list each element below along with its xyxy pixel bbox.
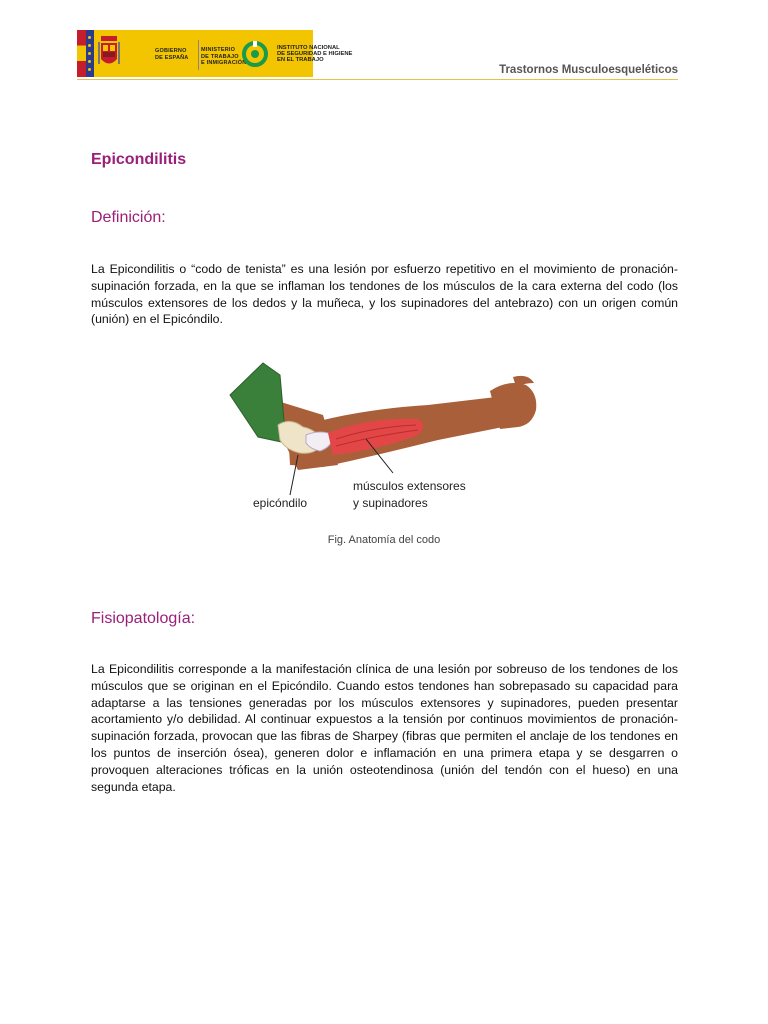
sleeve (230, 363, 286, 443)
section-title: Trastornos Musculoesqueléticos (499, 64, 678, 76)
figure-caption: Fig. Anatomía del codo (327, 534, 441, 546)
definition-paragraph: La Epicondilitis o “codo de tenista” es una lesión por esfuerzo repetitivo en el movimiento de pronación-supinación forzada, en la que se inflaman los tendones de los músculos de la cara externa del codo (los músculos extensores de los dedos y la muñeca, y los supinadores del antebrazo) con un origen común (unión) en el Epicóndilo. (91, 262, 678, 327)
insht-logo-icon (242, 41, 268, 67)
eu-flag-stripe (86, 30, 94, 77)
institute-text: INSTITUTO NACIONAL DE SEGURIDAD E HIGIENE EN EL TRABAJO (277, 45, 353, 64)
pathophysiology-paragraph: La Epicondilitis corresponde a la manifestación clínica de una lesión por sobreuso de los tendones de los músculos que se originan en el Epicóndilo. Cuando estos tendones han sobrepasado su capacidad para adaptarse a las tensiones generadas por los músculos extensores y supinadores, pueden presentar acortamiento y/o debilidad. Al continuar expuestos a la tensión por continuos movimientos de pronación-supinación forzada, provocan que las fibras de Sharpey (fibras que permiten el anclaje de los tendones en los puntos de inserción ósea), generen dolor e inflamación en una primera etapa y se desgarren o provoquen alteraciones tróficas en la unión osteotendinosa (unión del tendón con el hueso) en una segunda etapa. (91, 662, 678, 794)
elbow-anatomy-figure (228, 355, 543, 525)
muscles-label-line2: y supinadores (353, 496, 428, 510)
pathophysiology-heading: Fisiopatología: (91, 610, 196, 627)
epicondyle-label: epicóndilo (253, 496, 308, 510)
ministry-text: MINISTERIO DE TRABAJO E INMIGRACIÓN (201, 47, 247, 66)
page-header (77, 28, 678, 80)
muscles-label-line1: músculos extensores (353, 479, 466, 493)
spain-flag-stripe (77, 30, 86, 77)
logo-divider (198, 40, 199, 70)
government-text: GOBIERNO DE ESPAÑA (155, 48, 189, 61)
page-title: Epicondilitis (91, 151, 187, 168)
coat-of-arms-icon (98, 34, 120, 72)
header-rule (77, 79, 678, 80)
definition-heading: Definición: (91, 209, 166, 226)
